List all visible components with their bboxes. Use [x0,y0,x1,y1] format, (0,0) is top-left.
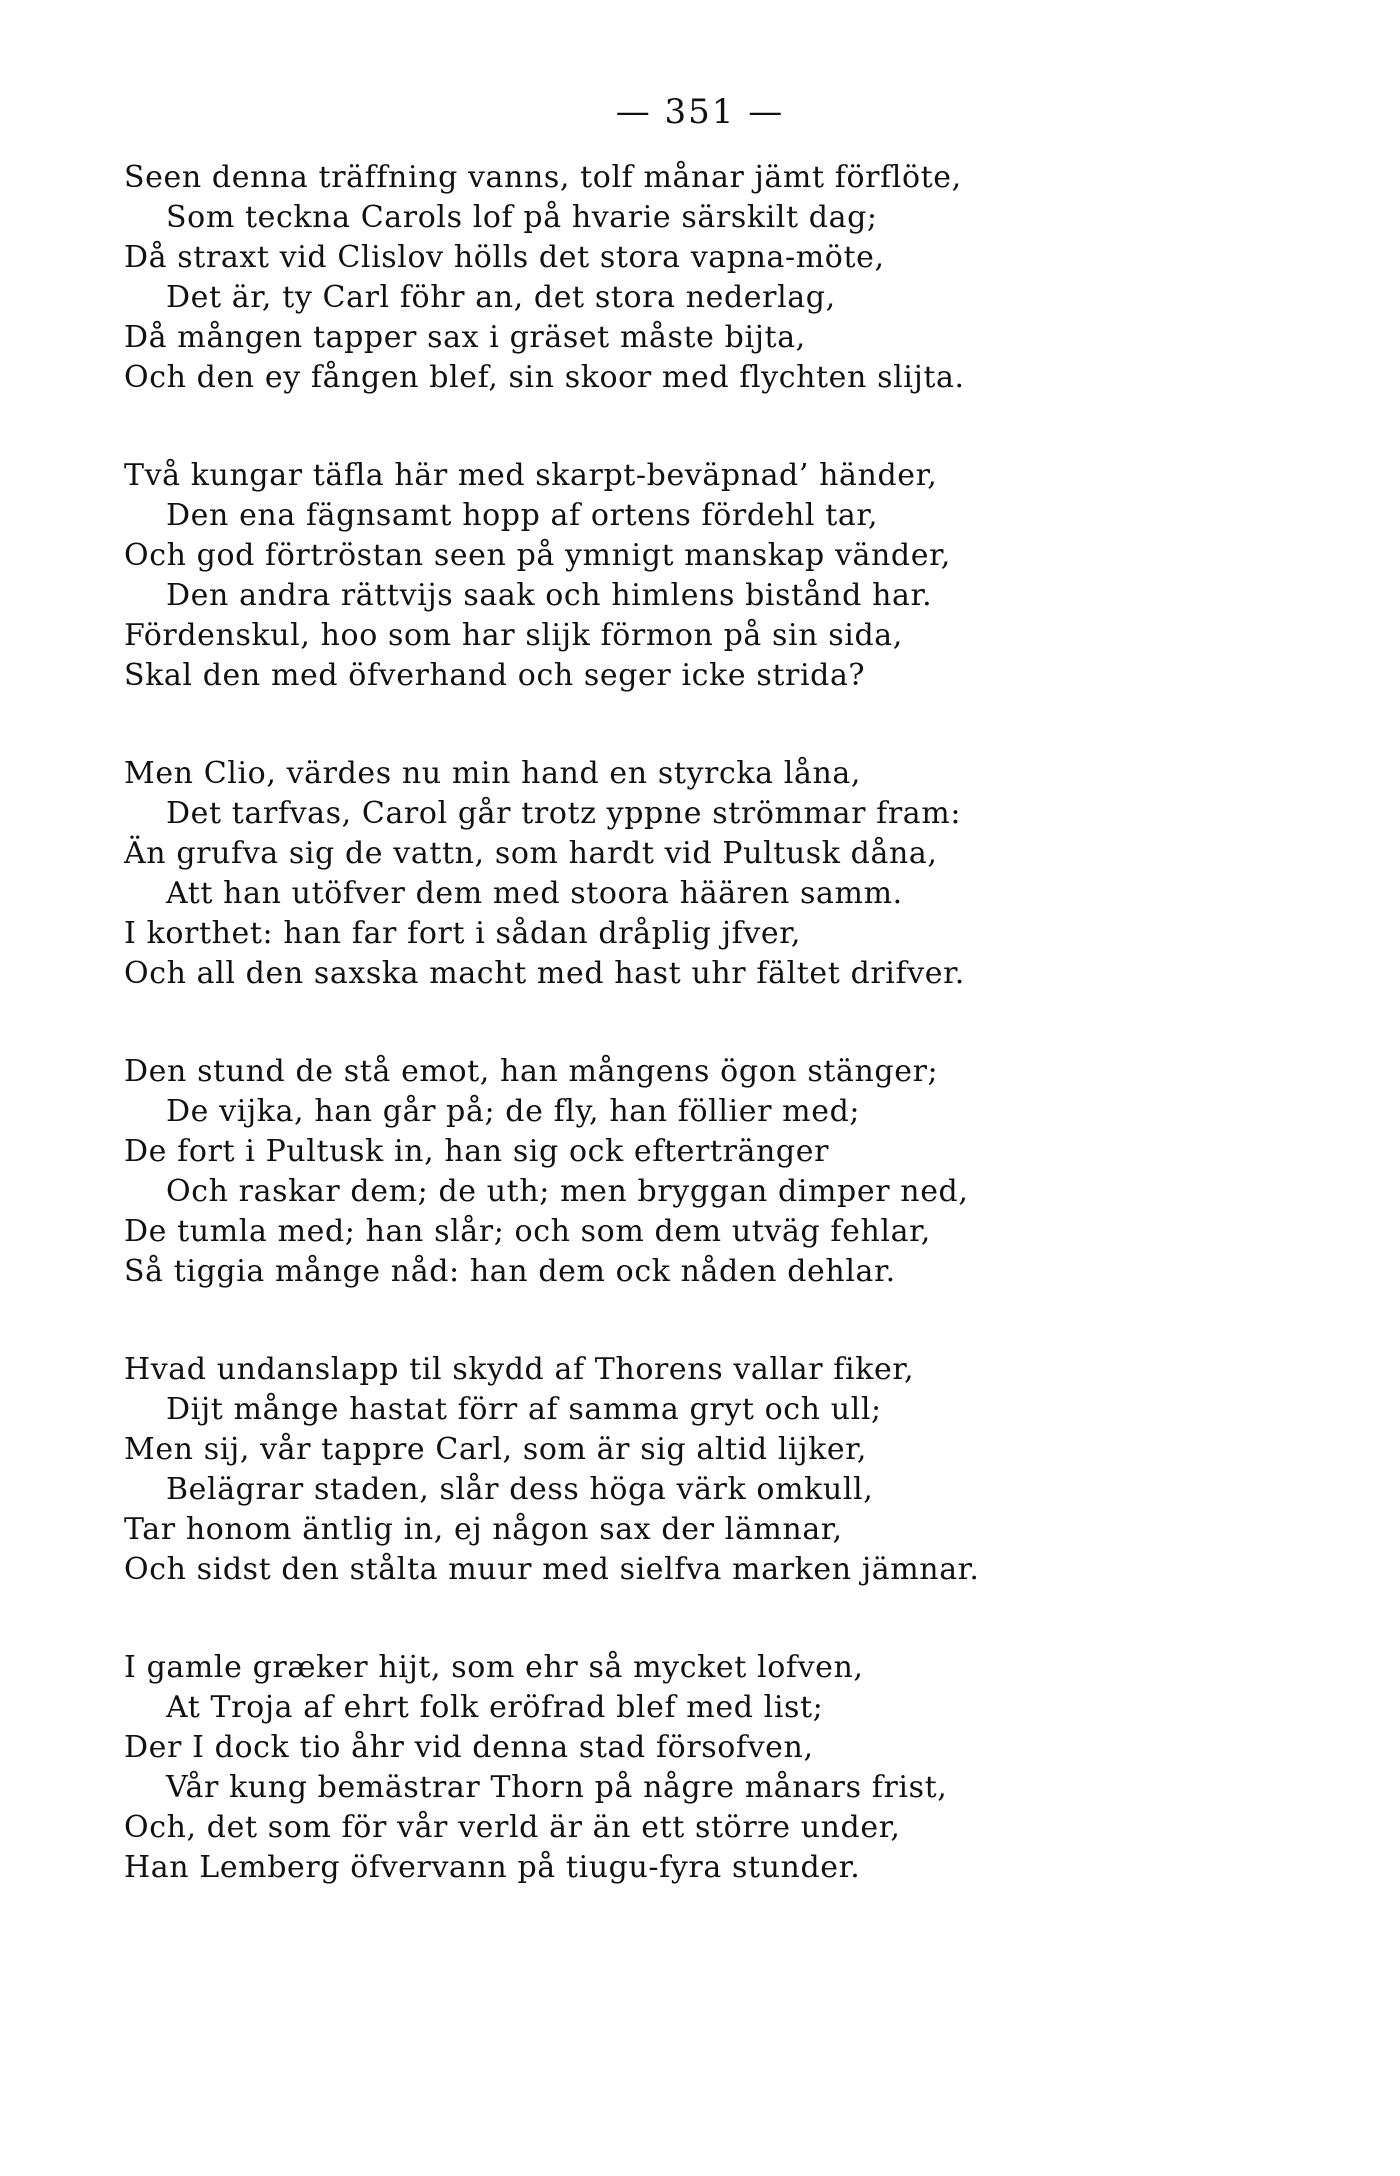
poem-line: Och den ey fången blef, sin skoor med flychten slijta. [124,360,965,395]
stanza-1 [124,158,1264,398]
poem-line: At Troja af ehrt folk eröfrad blef med list; [166,1690,824,1725]
poem-line: Den andra rättvijs saak och himlens bistånd har. [166,578,933,613]
poem-line: Och, det som för vår verld är än ett större under, [124,1810,901,1845]
stanza-5 [124,1350,1264,1590]
poem [124,158,1264,1946]
poem-line: De tumla med; han slår; och som dem utväg fehlar, [124,1214,931,1249]
poem-line: Då mången tapper sax i gräset måste bijta, [124,320,806,355]
poem-line: De fort i Pultusk in, han sig ock eftertränger [124,1134,830,1169]
poem-line: Seen denna träffning vanns, tolf månar jämt förflöte, [124,160,962,195]
poem-line: Skal den med öfverhand och seger icke strida? [124,658,866,693]
poem-line: Hvad undanslapp til skydd af Thorens vallar fiker, [124,1352,915,1387]
poem-line: Han Lemberg öfvervann på tiugu-fyra stunder. [124,1850,861,1885]
poem-line: Än grufva sig de vattn, som hardt vid Pultusk dåna, [124,836,938,871]
poem-line: Två kungar täfla här med skarpt-beväpnad’ händer, [124,458,938,493]
poem-line: Och raskar dem; de uth; men bryggan dimper ned, [166,1174,969,1209]
poem-line: Som teckna Carols lof på hvarie särskilt dag; [166,200,878,235]
poem-line: Tar honom äntlig in, ej någon sax der lämnar, [124,1512,843,1547]
poem-line: Och god förtröstan seen på ymnigt manskap vänder, [124,538,951,573]
poem-line: Belägrar staden, slår dess höga värk omkull, [166,1472,874,1507]
poem-line: Och sidst den stålta muur med sielfva marken jämnar. [124,1552,980,1587]
page-number: — 351 — [615,92,785,132]
poem-line: Det tarfvas, Carol går trotz yppne strömmar fram: [166,796,962,831]
stanza-4 [124,1052,1264,1292]
poem-line: Den ena fägnsamt hopp af ortens fördehl tar, [166,498,879,533]
stanza-3 [124,754,1264,994]
poem-line: Då straxt vid Clislov hölls det stora vapna-möte, [124,240,885,275]
stanza-6 [124,1648,1264,1888]
poem-line: Och all den saxska macht med hast uhr fältet drifver. [124,956,965,991]
poem-line: Fördenskul, hoo som har slijk förmon på sin sida, [124,618,903,653]
poem-line: Der I dock tio åhr vid denna stad försofven, [124,1730,814,1765]
poem-line: I korthet: han far fort i sådan dråplig jfver, [124,916,802,951]
poem-line: Att han utöfver dem med stoora häären samm. [166,876,903,911]
poem-line: I gamle græker hijt, som ehr så mycket lofven, [124,1650,864,1685]
poem-line: Så tiggia månge nåd: han dem ock nåden dehlar. [124,1254,896,1289]
poem-line: Dijt månge hastat förr af samma gryt och ull; [166,1392,882,1427]
poem-line: Det är, ty Carl föhr an, det stora nederlag, [166,280,836,315]
poem-line: Men sij, vår tappre Carl, som är sig altid lijker, [124,1432,868,1467]
poem-line: Den stund de stå emot, han mångens ögon stänger; [124,1054,939,1089]
poem-line: Vår kung bemästrar Thorn på någre månars frist, [166,1770,948,1805]
poem-line: De vijka, han går på; de fly, han föllier med; [166,1094,861,1129]
poem-line: Men Clio, värdes nu min hand en styrcka låna, [124,756,861,791]
stanza-2 [124,456,1264,696]
